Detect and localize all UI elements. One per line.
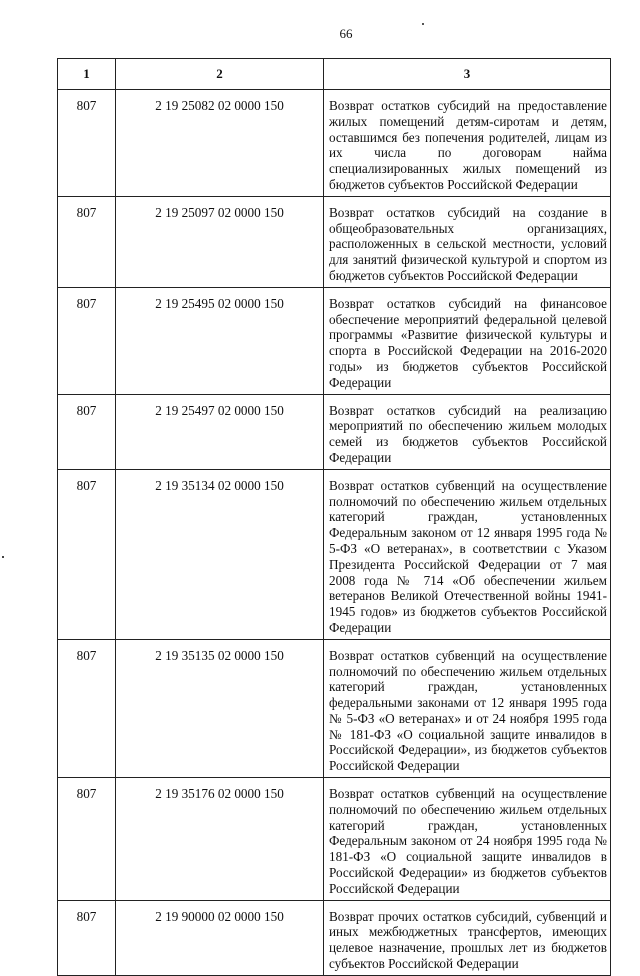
kbk-code-cell: 2 19 25097 02 0000 150 xyxy=(116,196,324,287)
column-header-1: 1 xyxy=(58,59,116,90)
table-row xyxy=(58,394,611,469)
description-cell: Возврат остатков субсидий на создание в общеобразовательных организациях, расположенных в сельской местности, условий для занятий физической культурой и спортом из бюджетов субъектов Российской Федерации xyxy=(324,196,611,287)
description-cell: Возврат остатков субсидий на реализацию мероприятий по обеспечению жильем молодых семей из бюджетов субъектов Российской Федерации xyxy=(324,394,611,469)
description-cell: Возврат остатков субвенций на осуществление полномочий по обеспечению жильем отдельных категорий граждан, установленных федеральными законами от 12 января 1995 года № 5-ФЗ «О ветеранах» и от 24 ноября 1995 года № 181-ФЗ «О социальной защите инвалидов в Российской Федерации», из бюджетов субъектов Российской Федерации xyxy=(324,639,611,777)
table-row xyxy=(58,778,611,901)
admin-code-cell: 807 xyxy=(58,90,116,197)
description-cell: Возврат прочих остатков субсидий, субвенций и иных межбюджетных трансфертов, имеющих целевое назначение, прошлых лет из бюджетов субъектов Российской Федерации xyxy=(324,900,611,975)
admin-code-cell: 807 xyxy=(58,469,116,639)
column-header-2: 2 xyxy=(116,59,324,90)
kbk-code-cell: 2 19 25495 02 0000 150 xyxy=(116,287,324,394)
kbk-code-cell: 2 19 35135 02 0000 150 xyxy=(116,639,324,777)
admin-code-cell: 807 xyxy=(58,639,116,777)
kbk-code-cell: 2 19 35176 02 0000 150 xyxy=(116,778,324,901)
table-row xyxy=(58,196,611,287)
kbk-code-cell: 2 19 25497 02 0000 150 xyxy=(116,394,324,469)
admin-code-cell: 807 xyxy=(58,287,116,394)
kbk-code-cell: 2 19 25082 02 0000 150 xyxy=(116,90,324,197)
admin-code-cell: 807 xyxy=(58,394,116,469)
admin-code-cell: 807 xyxy=(58,778,116,901)
page-number: 66 xyxy=(339,26,353,41)
table-row xyxy=(58,639,611,777)
kbk-code-cell: 2 19 90000 02 0000 150 xyxy=(116,900,324,975)
column-header-3: 3 xyxy=(324,59,611,90)
admin-code-cell: 807 xyxy=(58,196,116,287)
table-header-row xyxy=(58,59,611,90)
description-cell: Возврат остатков субсидий на финансовое обеспечение мероприятий федеральной целевой программы «Развитие физической культуры и спорта в Российской Федерации на 2016-2020 годы» из бюджетов субъектов Российской Федерации xyxy=(324,287,611,394)
description-cell: Возврат остатков субвенций на осуществление полномочий по обеспечению жильем отдельных категорий граждан, установленных Федеральным законом от 12 января 1995 года № 5-ФЗ «О ветеранах», в соответствии с Указом Президента Российской Федерации от 7 мая 2008 года № 714 «Об обеспечении жильем ветеранов Великой Отечественной войны 1941-1945 годов» из бюджетов субъектов Российской Федерации xyxy=(324,469,611,639)
table-row xyxy=(58,287,611,394)
table-row xyxy=(58,469,611,639)
table-row xyxy=(58,90,611,197)
kbk-code-cell: 2 19 35134 02 0000 150 xyxy=(116,469,324,639)
scan-speck xyxy=(422,23,424,25)
scan-mark xyxy=(2,556,4,558)
table-row xyxy=(58,900,611,975)
admin-code-cell: 807 xyxy=(58,900,116,975)
description-cell: Возврат остатков субвенций на осуществление полномочий по обеспечению жильем отдельных категорий граждан, установленных Федеральным законом от 24 ноября 1995 года № 181-ФЗ «О социальной защите инвалидов в Российской Федерации» из бюджетов субъектов Российской Федерации xyxy=(324,778,611,901)
budget-codes-table xyxy=(57,58,611,976)
description-cell: Возврат остатков субсидий на предоставление жилых помещений детям-сиротам и детям, оставшимся без попечения родителей, лицам из их числа по договорам найма специализированных жилых помещений из бюджетов субъектов Российской Федерации xyxy=(324,90,611,197)
